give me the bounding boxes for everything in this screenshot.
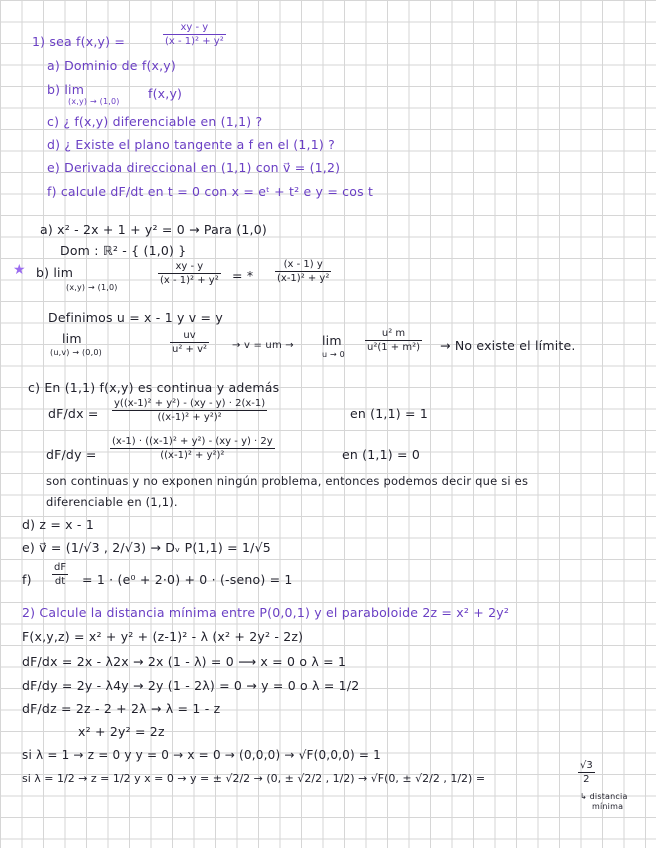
problem1-function-numerator: xy - y — [163, 22, 226, 35]
solution-b-equals: = * — [232, 268, 254, 283]
solution-c-dfdy-label: dF/dy = — [46, 447, 97, 462]
problem1-header — [32, 34, 125, 49]
solution-c-dfdx-fraction — [112, 398, 267, 423]
problem2-case-1: si λ = 1 → z = 0 y y = 0 → x = 0 → (0,0,0) → √F(0,0,0) = 1 — [22, 748, 382, 762]
solution-b-fraction-2-numerator: (x - 1) y — [275, 259, 331, 272]
solution-f-denominator: dt — [54, 576, 66, 587]
problem1-item-b-subscript: (x,y) → (1,0) — [68, 97, 120, 106]
problem2-answer-denominator: 2 — [583, 774, 590, 785]
solution-e: e) v⃗ = (1/√3 , 2/√3) → Dᵥ P(1,1) = 1/√5 — [22, 540, 271, 555]
problem2-dfdy: dF/dy = 2y - λ4y → 2y (1 - 2λ) = 0 → y = 0 o λ = 1/2 — [22, 678, 360, 693]
problem1-item-b-function: f(x,y) — [148, 86, 183, 101]
problem1-function-denominator: (x - 1)² + y² — [165, 36, 224, 47]
solution-f-label: f) — [22, 572, 32, 587]
solution-f-numerator: dF — [54, 562, 67, 573]
solution-b-definition: Definimos u = x - 1 y v = y — [48, 310, 224, 325]
solution-b-fraction-1 — [158, 261, 221, 286]
solution-a-domain: Dom : ℝ² - { (1,0) } — [60, 243, 187, 258]
problem2-title: 2) Calcule la distancia mínima entre P(0,0,1) y el paraboloide 2z = x² + 2y² — [22, 605, 510, 620]
solution-b-um-numerator: u² m — [365, 328, 422, 341]
solution-c-dfdx-result: en (1,1) = 1 — [350, 406, 428, 421]
solution-b-uv-numerator: uv — [170, 330, 209, 343]
solution-b-no-limit: → No existe el límite. — [440, 338, 576, 353]
problem1-item-d: d) ¿ Existe el plano tangente a f en el (1,1) ? — [47, 137, 335, 152]
solution-b-uv-fraction — [170, 330, 209, 355]
problem2-dfdx: dF/dx = 2x - λ2x → 2x (1 - λ) = 0 ⟶ x = 0 o λ = 1 — [22, 654, 347, 669]
problem2-note-distance: ↳ distancia — [580, 792, 628, 801]
problem2-answer-numerator: √3 — [580, 760, 593, 771]
solution-b-lim: b) lim — [36, 265, 74, 280]
solution-b-subscript: (x,y) → (1,0) — [66, 283, 118, 292]
solution-b-um-fraction — [365, 328, 422, 353]
solution-b-lim-3-subscript: u → 0 — [322, 350, 345, 359]
solution-c-dfdx-label: dF/dx = — [48, 406, 99, 421]
solution-c-conclusion-2: diferenciable en (1,1). — [46, 495, 178, 509]
solution-a-equation: a) x² - 2x + 1 + y² = 0 → Para (1,0) — [40, 222, 267, 237]
problem1-item-f: f) calcule dF/dt en t = 0 con x = eᵗ + t² e y = cos t — [47, 184, 374, 199]
problem2-case-2: si λ = 1/2 → z = 1/2 y x = 0 → y = ± √2/2 → (0, ± √2/2 , 1/2) → √F(0, ± √2/2 , 1/2) = — [22, 772, 486, 785]
solution-b-fraction-2-denominator: (x-1)² + y² — [277, 273, 330, 284]
problem1-item-e: e) Derivada direccional en (1,1) con v⃗ = (1,2) — [47, 160, 341, 175]
star-icon: ★ — [13, 262, 26, 278]
problem2-constraint: x² + 2y² = 2z — [78, 724, 165, 739]
solution-f-result: = 1 · (e⁰ + 2·0) + 0 · (-seno) = 1 — [82, 572, 293, 587]
solution-c-dfdy-result: en (1,1) = 0 — [342, 447, 420, 462]
problem1-function-fraction — [163, 22, 226, 47]
solution-c-dfdx-denominator: ((x-1)² + y²)² — [157, 412, 222, 423]
solution-b-fraction-1-numerator: xy - y — [158, 261, 221, 274]
solution-b-lim-2-subscript: (u,v) → (0,0) — [50, 348, 102, 357]
problem1-header-prefix: 1) sea f(x,y) = — [32, 34, 126, 49]
solution-c-intro: c) En (1,1) f(x,y) es continua y además — [28, 380, 280, 395]
solution-c-dfdy-fraction — [110, 436, 275, 461]
solution-d: d) z = x - 1 — [22, 517, 94, 532]
solution-b-substitution: → v = um → — [232, 340, 294, 351]
solution-c-dfdy-denominator: ((x-1)² + y²)² — [160, 450, 225, 461]
solution-b-lim-2: lim — [62, 331, 82, 346]
solution-c-conclusion-1: son continuas y no exponen ningún problema, entonces podemos decir que si es — [46, 474, 529, 488]
solution-b-fraction-1-denominator: (x - 1)² + y² — [160, 275, 219, 286]
solution-c-dfdx-numerator: y((x-1)² + y²) - (xy - y) · 2(x-1) — [114, 398, 266, 409]
problem2-note-minimum: mínima — [592, 802, 624, 811]
problem1-item-c: c) ¿ f(x,y) diferenciable en (1,1) ? — [47, 114, 263, 129]
solution-b-uv-denominator: u² + v² — [172, 344, 208, 355]
problem2-lagrangian: F(x,y,z) = x² + y² + (z-1)² - λ (x² + 2y² - 2z) — [22, 629, 304, 644]
problem2-dfdz: dF/dz = 2z - 2 + 2λ → λ = 1 - z — [22, 701, 221, 716]
solution-f-fraction — [52, 562, 68, 587]
solution-c-dfdy-numerator: (x-1) · ((x-1)² + y²) - (xy - y) · 2y — [112, 436, 273, 447]
solution-b-fraction-2 — [275, 259, 331, 284]
solution-b-um-denominator: u²(1 + m²) — [367, 342, 420, 353]
problem1-item-b-lim: b) lim — [47, 82, 85, 97]
problem1-item-a: a) Dominio de f(x,y) — [47, 58, 176, 73]
solution-b-lim-3: lim — [322, 333, 342, 348]
problem2-answer-fraction — [578, 760, 595, 785]
